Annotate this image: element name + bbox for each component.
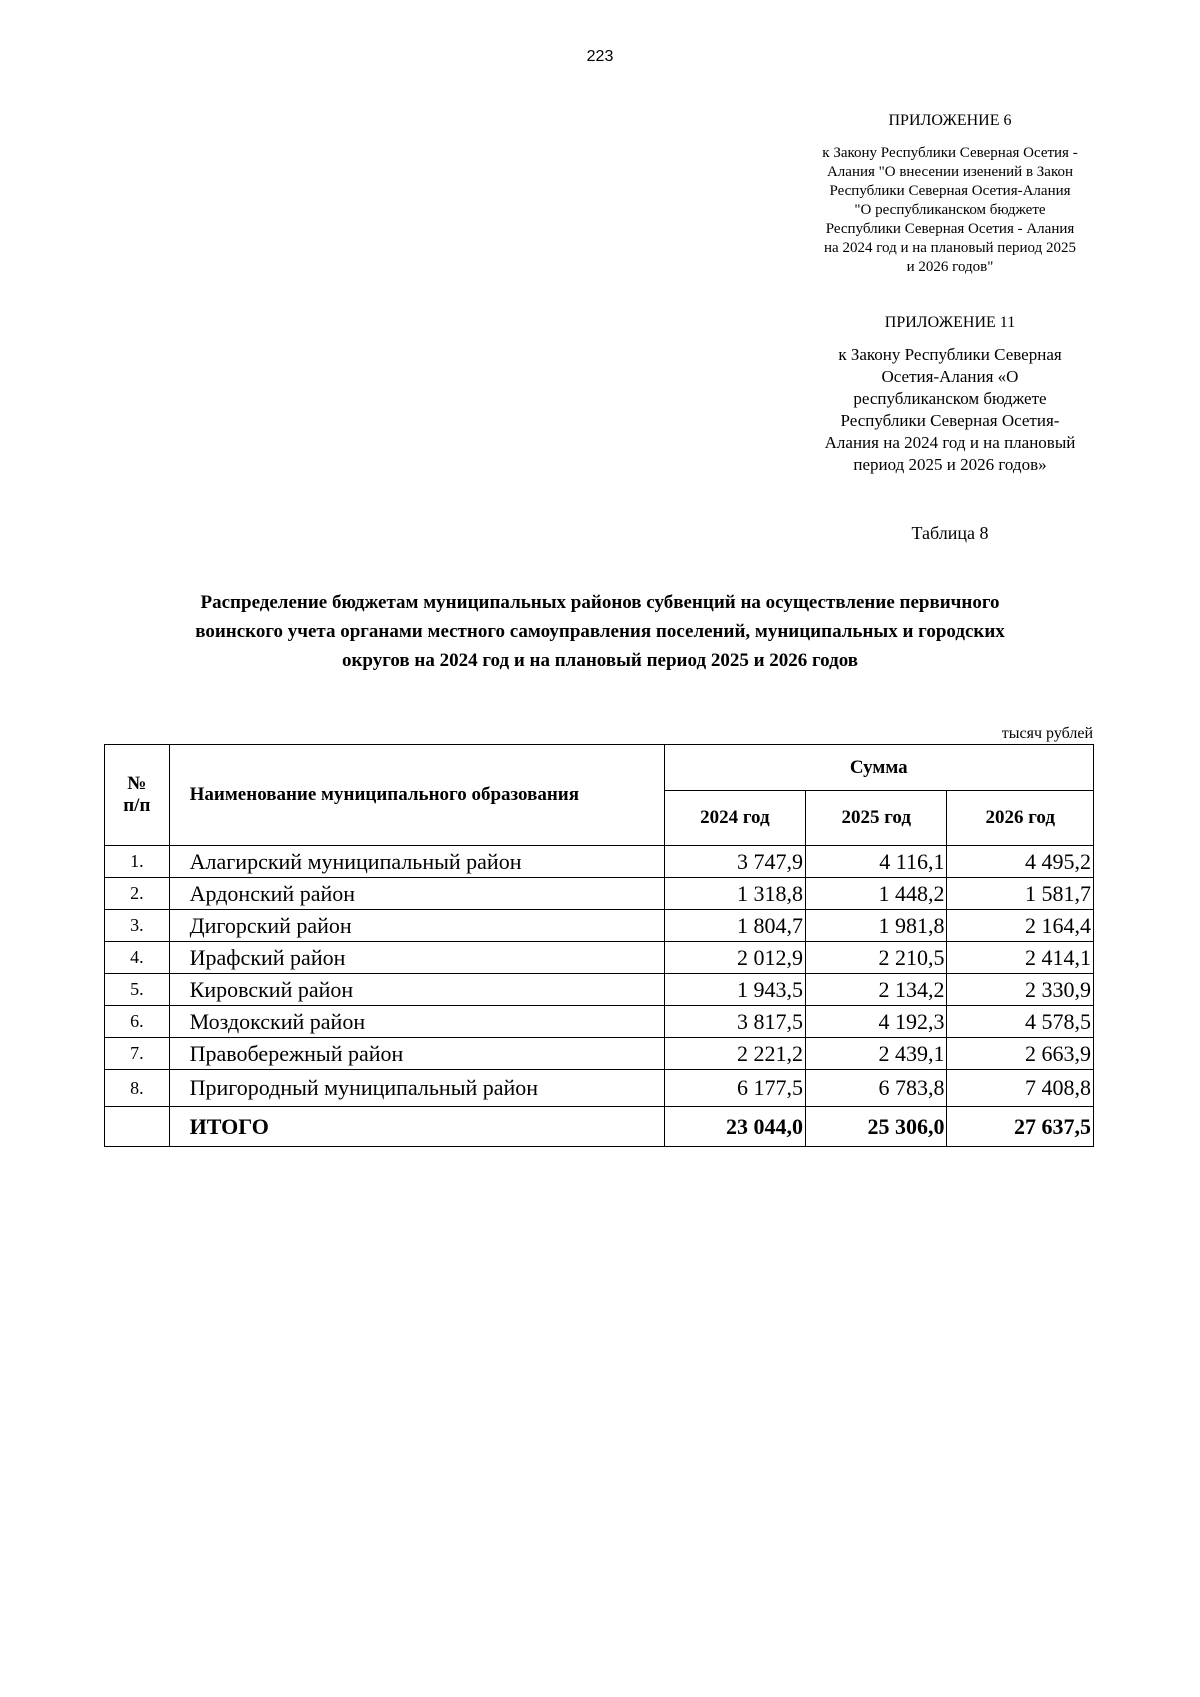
table-row bbox=[105, 846, 1094, 878]
row-name: Дигорский район bbox=[169, 910, 664, 942]
header-year-2024: 2024 год bbox=[664, 791, 805, 846]
row-number: 6. bbox=[105, 1006, 170, 1038]
table-row bbox=[105, 910, 1094, 942]
total-value-2024: 23 044,0 bbox=[664, 1107, 805, 1147]
row-name: Ардонский район bbox=[169, 878, 664, 910]
total-number-cell bbox=[105, 1107, 170, 1147]
table-row bbox=[105, 974, 1094, 1006]
appendix-6-block bbox=[800, 112, 1100, 277]
row-name: Моздокский район bbox=[169, 1006, 664, 1038]
header-year-2025: 2025 год bbox=[806, 791, 947, 846]
row-number: 3. bbox=[105, 910, 170, 942]
page-number: 223 bbox=[586, 48, 614, 65]
row-number: 7. bbox=[105, 1038, 170, 1070]
row-value-2026: 7 408,8 bbox=[947, 1070, 1094, 1107]
row-number: 8. bbox=[105, 1070, 170, 1107]
table-row bbox=[105, 942, 1094, 974]
header-year-2026: 2026 год bbox=[947, 791, 1094, 846]
row-value-2024: 2 221,2 bbox=[664, 1038, 805, 1070]
row-value-2024: 1 318,8 bbox=[664, 878, 805, 910]
row-name: Пригородный муниципальный район bbox=[169, 1070, 664, 1107]
document-title: Распределение бюджетам муниципальных районов субвенций на осуществление первичного воинского учета органами местного самоуправления поселений, муниципальных и городских округов на 2024 год и на плановый период 2025 и 2026 годов bbox=[195, 592, 1005, 671]
table-row bbox=[105, 1070, 1094, 1107]
row-value-2024: 1 804,7 bbox=[664, 910, 805, 942]
header-name: Наименование муниципального образования bbox=[169, 745, 664, 846]
appendix-11-text: к Закону Республики Северная Осетия-Алания «О республиканском бюджете Республики Северная Осетия- Алания на 2024 год и на плановый период 2025 и 2026 годов» bbox=[824, 345, 1076, 474]
row-number: 2. bbox=[105, 878, 170, 910]
row-value-2024: 2 012,9 bbox=[664, 942, 805, 974]
row-value-2024: 6 177,5 bbox=[664, 1070, 805, 1107]
row-number: 5. bbox=[105, 974, 170, 1006]
table-row bbox=[105, 1006, 1094, 1038]
row-value-2026: 4 495,2 bbox=[947, 846, 1094, 878]
total-value-2026: 27 637,5 bbox=[947, 1107, 1094, 1147]
row-value-2026: 2 663,9 bbox=[947, 1038, 1094, 1070]
row-name: Алагирский муниципальный район bbox=[169, 846, 664, 878]
header-sum: Сумма bbox=[664, 745, 1093, 791]
row-value-2026: 2 330,9 bbox=[947, 974, 1094, 1006]
total-value-2025: 25 306,0 bbox=[806, 1107, 947, 1147]
row-value-2024: 3 817,5 bbox=[664, 1006, 805, 1038]
row-value-2026: 4 578,5 bbox=[947, 1006, 1094, 1038]
row-name: Правобережный район bbox=[169, 1038, 664, 1070]
row-value-2025: 6 783,8 bbox=[806, 1070, 947, 1107]
total-label: ИТОГО bbox=[169, 1107, 664, 1147]
budget-table bbox=[104, 744, 1094, 1147]
appendix-6-title: ПРИЛОЖЕНИЕ 6 bbox=[888, 112, 1012, 129]
row-number: 1. bbox=[105, 846, 170, 878]
row-value-2025: 1 981,8 bbox=[806, 910, 947, 942]
row-value-2026: 2 164,4 bbox=[947, 910, 1094, 942]
row-value-2025: 2 134,2 bbox=[806, 974, 947, 1006]
row-number: 4. bbox=[105, 942, 170, 974]
row-name: Кировский район bbox=[169, 974, 664, 1006]
header-number: № п/п bbox=[105, 745, 170, 846]
row-value-2025: 2 210,5 bbox=[806, 942, 947, 974]
row-value-2026: 1 581,7 bbox=[947, 878, 1094, 910]
row-value-2025: 4 192,3 bbox=[806, 1006, 947, 1038]
row-value-2025: 4 116,1 bbox=[806, 846, 947, 878]
row-value-2025: 1 448,2 bbox=[806, 878, 947, 910]
appendix-11-block bbox=[800, 314, 1100, 476]
row-value-2026: 2 414,1 bbox=[947, 942, 1094, 974]
row-value-2024: 1 943,5 bbox=[664, 974, 805, 1006]
total-row bbox=[105, 1107, 1094, 1147]
appendix-11-title: ПРИЛОЖЕНИЕ 11 bbox=[884, 314, 1016, 331]
units-label: тысяч рублей bbox=[1001, 725, 1093, 742]
table-row bbox=[105, 1038, 1094, 1070]
appendix-6-text: к Закону Республики Северная Осетия - Алания "О внесении изенений в Закон Республики Северная Осетия-Алания "О республиканском бюджете Республики Северная Осетия - Алания на 2024 год и на плановый период 2025 и 2026 годов" bbox=[822, 145, 1078, 275]
row-value-2025: 2 439,1 bbox=[806, 1038, 947, 1070]
row-name: Ирафский район bbox=[169, 942, 664, 974]
row-value-2024: 3 747,9 bbox=[664, 846, 805, 878]
table-row bbox=[105, 878, 1094, 910]
table-number: Таблица 8 bbox=[911, 523, 989, 543]
